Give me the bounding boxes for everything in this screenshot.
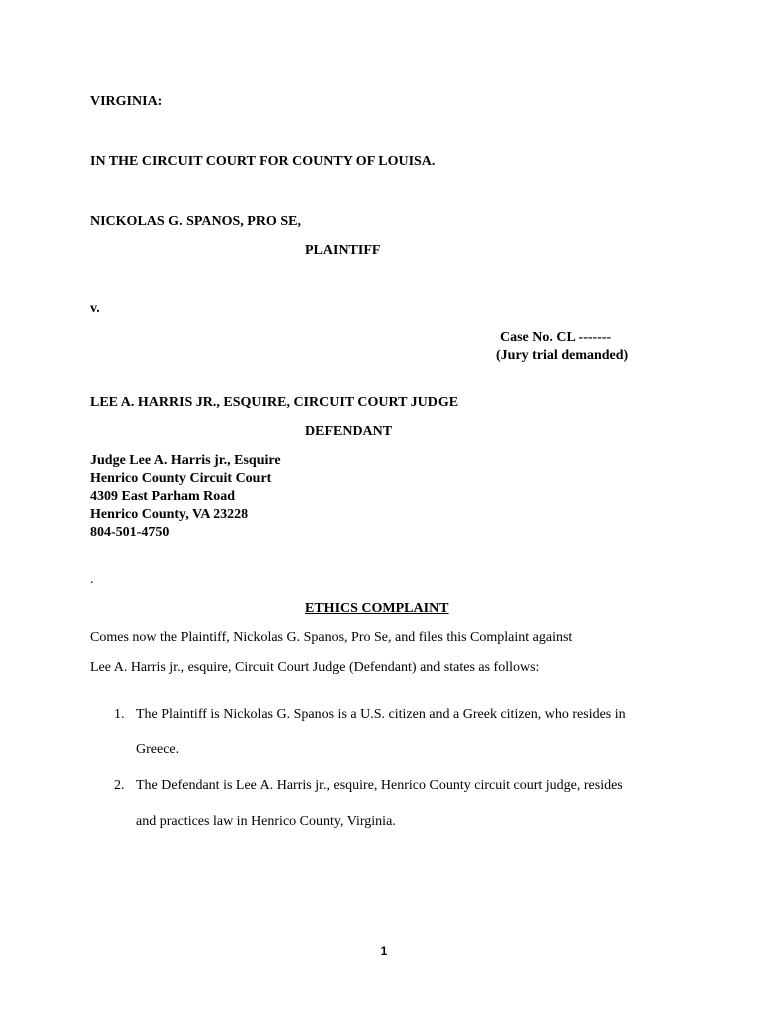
address-line: Henrico County Circuit Court: [90, 471, 272, 486]
address-line: Judge Lee A. Harris jr., Esquire: [90, 453, 281, 468]
list-item-number: 2.: [114, 778, 125, 793]
state-heading: VIRGINIA:: [90, 94, 163, 109]
intro-line-1: Comes now the Plaintiff, Nickolas G. Spanos, Pro Se, and files this Complaint against: [90, 630, 573, 645]
list-item-text: The Defendant is Lee A. Harris jr., esquire, Henrico County circuit court judge, resides: [136, 778, 623, 793]
list-item-number: 1.: [114, 707, 125, 722]
address-line: 4309 East Parham Road: [90, 489, 236, 504]
list-item-text-continued: Greece.: [136, 742, 180, 757]
complaint-title: ETHICS COMPLAINT: [305, 601, 449, 616]
court-heading: IN THE CIRCUIT COURT FOR COUNTY OF LOUISA.: [90, 154, 436, 169]
list-item-text-continued: and practices law in Henrico County, Virginia.: [136, 814, 396, 829]
case-number: Case No. CL -------: [500, 330, 612, 345]
page-number: 1: [380, 944, 388, 958]
defendant-name: LEE A. HARRIS JR., ESQUIRE, CIRCUIT COURT JUDGE: [90, 395, 459, 410]
stray-dot: .: [90, 572, 94, 587]
address-line: 804-501-4750: [90, 525, 170, 540]
list-item-text: The Plaintiff is Nickolas G. Spanos is a U.S. citizen and a Greek citizen, who resides in: [136, 707, 626, 722]
plaintiff-name: NICKOLAS G. SPANOS, PRO SE,: [90, 214, 301, 229]
defendant-address-block: [90, 452, 281, 542]
intro-line-2: Lee A. Harris jr., esquire, Circuit Court Judge (Defendant) and states as follows:: [90, 660, 540, 675]
versus-label: v.: [90, 301, 100, 316]
defendant-role: DEFENDANT: [305, 424, 393, 439]
plaintiff-role: PLAINTIFF: [305, 243, 381, 258]
address-line: Henrico County, VA 23228: [90, 507, 249, 522]
jury-trial-note: (Jury trial demanded): [496, 348, 629, 363]
